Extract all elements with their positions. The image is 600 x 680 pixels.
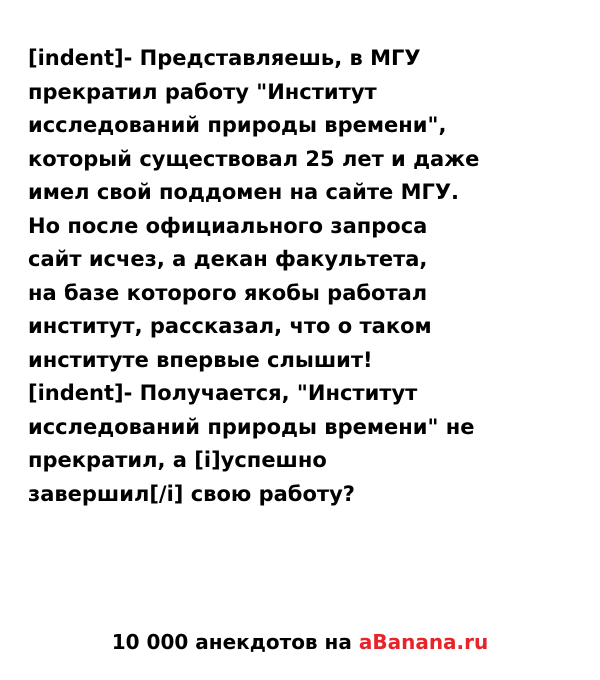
joke-text-block	[28, 42, 576, 511]
joke-line: имел свой поддомен на сайте МГУ.	[28, 180, 460, 204]
joke-line: на базе которого якобы работал	[28, 280, 428, 305]
joke-line: сайт исчез, а декан факультета,	[28, 247, 428, 271]
footer-credit	[0, 630, 600, 654]
joke-line: [indent]- Получается, "Институт	[28, 381, 418, 405]
joke-line: институте впервые слышит!	[28, 347, 373, 372]
joke-line: институт, рассказал, что о таком	[28, 314, 432, 338]
joke-line: [indent]- Представляешь, в МГУ	[28, 46, 421, 70]
joke-line: который существовал 25 лет и даже	[28, 146, 480, 171]
joke-line: Но после официального запроса	[28, 213, 428, 238]
footer-brand-link[interactable]: aBanana.ru	[358, 630, 489, 654]
joke-line: прекратил, а [i]успешно	[28, 448, 327, 472]
joke-line: исследований природы времени",	[28, 113, 447, 137]
footer-credit-text: 10 000 анекдотов на	[111, 630, 359, 654]
joke-line: завершил[/i] свою работу?	[28, 481, 355, 506]
joke-line: прекратил работу "Институт	[28, 79, 377, 104]
joke-line: исследований природы времени" не	[28, 414, 475, 439]
